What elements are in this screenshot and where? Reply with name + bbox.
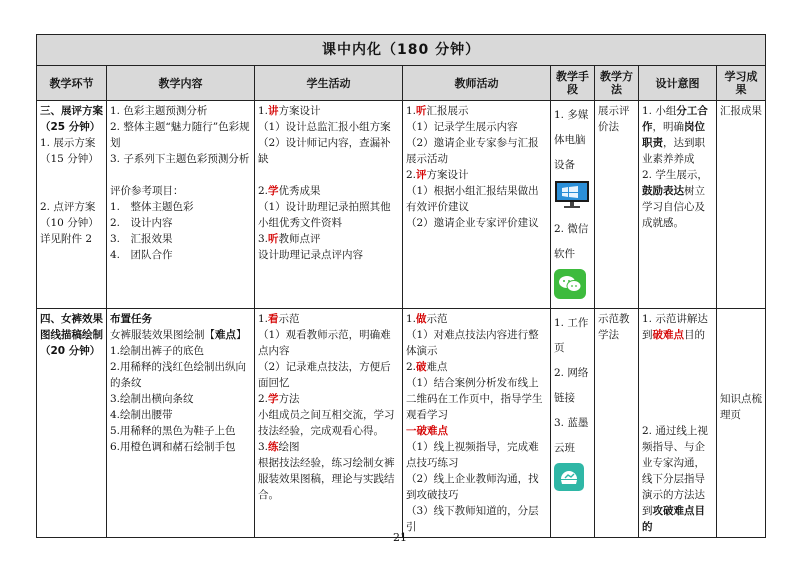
means-line: 2. 网络链接 — [554, 367, 589, 404]
activity-line: （2）邀请企业专家评价建议 — [406, 217, 539, 229]
activity-line: （1）记录学生展示内容 — [406, 121, 518, 133]
student-cell: 1.讲方案设计 （1）设计总监汇报小组方案 （2）设计师记内容，查漏补缺 2.学优秀成果 （1）设计助理记录拍照其他小组优秀文件资料 3.听教师点评 设计助理记录点评内容 — [255, 101, 403, 309]
intent-text: 2. 通过线上视频指导、与企业专家沟通，线下分层指导演示的方法达到 — [642, 425, 708, 517]
content-line: 3.绘制出横向条纹 — [110, 393, 194, 405]
content-line: 5.用稀释的黑色为鞋子上色 — [110, 425, 236, 437]
activity-line: （1）线上视频指导，完成难点技巧练习 — [406, 441, 539, 469]
header-means: 教学手段 — [551, 66, 595, 101]
intent-text: 目的 — [684, 329, 705, 341]
means-line: 3. 蓝墨云班 — [554, 417, 589, 454]
stage-title: 四、女裤效果图线描稿绘制（20 分钟） — [40, 313, 103, 357]
page-number: 21 — [393, 531, 407, 544]
activity-line: （3）线下教师知道的，分层引 — [406, 505, 539, 533]
activity-title: 难点 — [426, 361, 448, 373]
header-teacher: 教师活动 — [403, 66, 551, 101]
content-line: 2.用稀释的浅红色绘制出纵向的条纹 — [110, 361, 247, 389]
activity-title: 教师点评 — [278, 233, 321, 245]
header-method: 教学方法 — [595, 66, 639, 101]
content-line: 3. 汇报效果 — [110, 233, 173, 245]
means-line: 2. 微信软件 — [554, 223, 589, 260]
stage-title: 三、展评方案（25 分钟） — [40, 105, 103, 133]
table-row — [37, 101, 766, 309]
content-line: 评价参考项目： — [110, 185, 184, 197]
header-stage: 教学环节 — [37, 66, 107, 101]
content-line: 4. 团队合作 — [110, 249, 173, 261]
content-cell — [107, 101, 255, 309]
table-row — [37, 309, 766, 538]
intent-bold: 攻破难点目的 — [642, 505, 705, 533]
stage-line: 详见附件 2 — [40, 233, 93, 245]
activity-line: （1）设计助理记录拍照其他小组优秀文件资料 — [258, 201, 391, 229]
content-line: 3. 子系列下主题色彩预测分析 — [110, 153, 250, 165]
outcome-cell: 汇报成果 — [717, 101, 766, 309]
activity-line: 小组成员之间互相交流，学习技法经验，完成观看心得。 — [258, 409, 395, 437]
activity-title: 方法 — [278, 393, 300, 405]
stage-line: （15 分钟） — [40, 153, 99, 165]
activity-title: 方案设计 — [426, 169, 469, 181]
content-line: 1. 整体主题色彩 — [110, 201, 194, 213]
activity-line: （2）线上企业教师沟通，找到攻破技巧 — [406, 473, 539, 501]
content-heading: 布置任务 — [110, 313, 152, 325]
method-cell: 展示评价法 — [595, 101, 639, 309]
activity-line: （1）根据小组汇报结果做出有效评价建议 — [406, 185, 539, 213]
activity-line: （2）邀请企业专家参与汇报展示活动 — [406, 137, 539, 165]
header-content: 教学内容 — [107, 66, 255, 101]
activity-title: 优秀成果 — [278, 185, 321, 197]
intent-bold: 破难点 — [652, 329, 684, 341]
method-cell: 示范教学法 — [595, 309, 639, 538]
monitor-icon — [554, 180, 591, 215]
intent-bold: 鼓励表达 — [642, 185, 684, 197]
activity-line: （1）对难点技法内容进行整体演示 — [406, 329, 539, 357]
wechat-icon — [554, 269, 591, 304]
activity-line: （1）结合案例分析发布线上二维码在工作页中，指导学生观看学习 — [406, 377, 543, 421]
means-cell — [551, 309, 595, 538]
outcome-text: 知识点梳理页 — [720, 393, 762, 421]
teacher-cell: 1.做示范 （1）对难点技法内容进行整体演示 2.破难点 （1）结合案例分析发布线上二维码在工作页中，指导学生观看学习 一破难点 （1）线上视频指导，完成难点技巧练习 （2）线上企业教师沟通，找到攻破技巧 （3）线下教师知道的，分层引 — [403, 309, 551, 538]
table-title: 课中内化（180 分钟） — [37, 35, 766, 66]
activity-title: 绘图 — [278, 441, 300, 453]
highlight-verb: 听 — [268, 233, 279, 245]
header-outcome: 学习成果 — [717, 66, 766, 101]
content-line: 1.绘制出裤子的底色 — [110, 345, 205, 357]
activity-line: 根据技法经验，练习绘制女裤服装效果图稿，理论与实践结合。 — [258, 457, 395, 501]
content-line: 2. 设计内容 — [110, 217, 173, 229]
content-line: 6.用橙色调和赭石绘制手包 — [110, 441, 236, 453]
highlight-verb: 听 — [416, 105, 427, 117]
outcome-cell — [717, 309, 766, 538]
intent-text: ，明确 — [652, 121, 684, 133]
intent-cell — [639, 309, 717, 538]
stage-cell — [37, 101, 107, 309]
activity-line: （2）记录难点技法，方便后面回忆 — [258, 361, 391, 389]
highlight-verb: 破 — [416, 361, 427, 373]
activity-title: 示范 — [278, 313, 300, 325]
stage-cell — [37, 309, 107, 538]
intent-bold: 岗位职责 — [642, 121, 705, 149]
activity-title: 方案设计 — [278, 105, 321, 117]
content-intro: 女裤服装效果图绘制【 — [110, 329, 215, 341]
content-line: 4.绘制出腰带 — [110, 409, 173, 421]
means-line: 1. 工作页 — [554, 317, 589, 354]
highlight-verb: 学 — [268, 185, 279, 197]
intent-text: ，达到职业素养养成 — [642, 137, 705, 165]
difficulty-tag: 难点 — [215, 329, 236, 341]
content-line: 1. 色彩主题预测分析 — [110, 105, 208, 117]
highlight-verb: 评 — [416, 169, 427, 181]
stage-line: 2. 点评方案 — [40, 201, 96, 213]
intent-cell — [639, 101, 717, 309]
header-intent: 设计意图 — [639, 66, 717, 101]
highlight-verb: 学 — [268, 393, 279, 405]
activity-line: （2）设计师记内容，查漏补缺 — [258, 137, 391, 165]
content-intro: 】 — [236, 329, 247, 341]
lesson-table — [36, 34, 766, 538]
header-student: 学生活动 — [255, 66, 403, 101]
intent-text: 2. 学生展示， — [642, 169, 708, 181]
activity-line: （1）设计总监汇报小组方案 — [258, 121, 391, 133]
teacher-cell: 1.听汇报展示 （1）记录学生展示内容 （2）邀请企业专家参与汇报展示活动 2.评方案设计 （1）根据小组汇报结果做出有效评价建议 （2）邀请企业专家评价建议 — [403, 101, 551, 309]
intent-text: 树立学习自信心及成就感。 — [642, 185, 705, 229]
activity-title: 示范 — [426, 313, 448, 325]
means-cell — [551, 101, 595, 309]
highlight-verb: 一破难点 — [406, 425, 448, 437]
intent-text: 1. 示范讲解达到 — [642, 313, 708, 341]
activity-line: （1）观看教师示范，明确难点内容 — [258, 329, 391, 357]
highlight-verb: 练 — [268, 441, 279, 453]
intent-text: 1. 小组 — [642, 105, 677, 117]
stage-line: 1. 展示方案 — [40, 137, 96, 149]
highlight-verb: 做 — [416, 313, 427, 325]
student-cell: 1.看示范 （1）观看教师示范，明确难点内容 （2）记录难点技法，方便后面回忆 2.学方法 小组成员之间互相交流，学习技法经验，完成观看心得。 3.练绘图 根据技法经验，练习绘制女裤服装效果图稿，理论与实践结合。 — [255, 309, 403, 538]
content-line: 2. 整体主题“魅力随行”色彩规划 — [110, 121, 250, 149]
stage-line: （10 分钟） — [40, 217, 99, 229]
means-line: 1. 多媒体电脑设备 — [554, 109, 589, 171]
highlight-verb: 讲 — [268, 105, 279, 117]
intent-bold: 分工合作 — [642, 105, 708, 133]
highlight-verb: 看 — [268, 313, 279, 325]
content-cell — [107, 309, 255, 538]
activity-title: 汇报展示 — [426, 105, 469, 117]
mosoteach-icon — [554, 463, 591, 496]
activity-line: 设计助理记录点评内容 — [258, 249, 363, 261]
